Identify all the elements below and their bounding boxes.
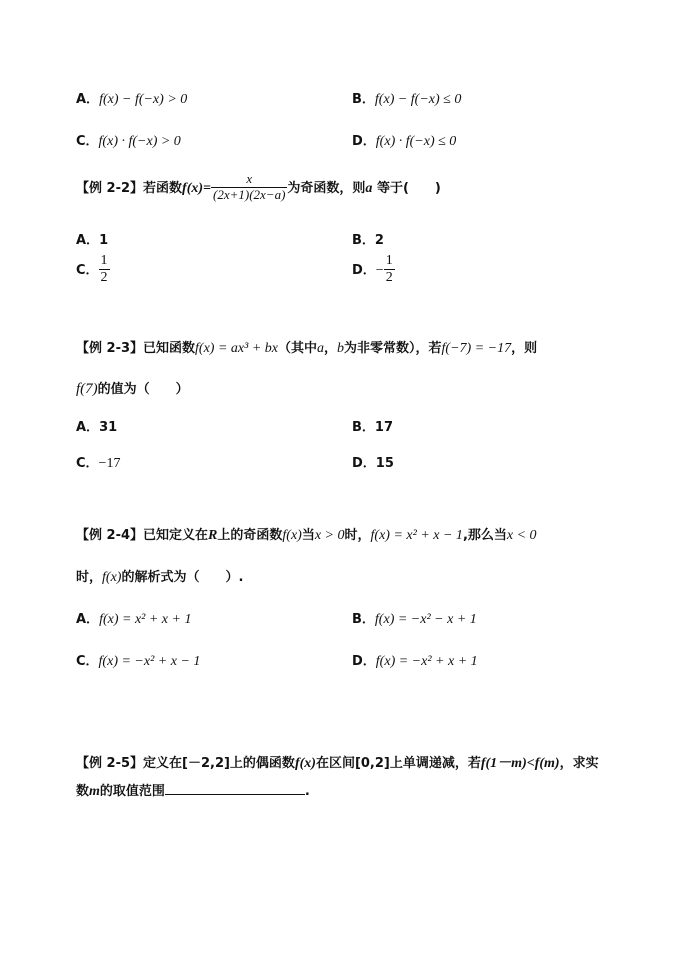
function-expr: f(7) [76,381,98,397]
set-R: R [208,528,218,543]
variable: a [365,180,373,196]
option-label: B． [352,420,375,435]
variable-a: a [317,341,324,356]
ex2-2-option-c[interactable] [76,253,110,286]
option-expr: f(x) = −x² + x − 1 [98,654,201,669]
ex2-4-option-d[interactable] [352,650,478,670]
ex2-5-question-line1 [76,752,599,772]
option-expr: f(x) · f(−x) > 0 [98,134,181,149]
option-label: D． [352,456,376,471]
function-expr: f(x) [102,570,122,585]
option-value: 17 [374,420,394,435]
ex2-3-question-line1 [76,337,537,357]
function-expr: f(x) = ax³ + bx [195,341,278,356]
ex2-1-option-a[interactable] [76,88,187,108]
ex2-2-question [76,172,441,203]
denominator: 2 [100,270,108,286]
ex2-1-option-b[interactable] [352,88,461,108]
question-text: 若函数 [143,180,183,196]
question-text: ,那么当 [462,528,507,543]
question-text: 的值为（ ） [97,382,189,397]
function-expr: f(x) [282,528,302,543]
option-expr: f(x) = −x² + x + 1 [375,654,478,669]
ex2-2-option-a[interactable] [76,229,108,248]
ex2-4-question-line2 [76,566,243,586]
question-text: 为非零常数），若 [344,341,442,356]
example-tag: 【例 2-3】 [76,341,144,356]
fraction [99,253,110,286]
option-label: D． [352,134,376,149]
ex2-3-option-c[interactable] [76,452,120,472]
option-label: D． [352,263,376,279]
denominator: (2x+1)(2x−a) [213,186,286,202]
option-expr: f(x) = x² + x + 1 [99,612,192,627]
option-value: 1 [99,233,109,248]
ex2-5-question-line2 [76,780,310,800]
fraction [384,253,395,286]
ex2-1-option-c[interactable] [76,130,181,150]
question-text: 上的奇函数 [217,528,283,543]
option-label: A． [76,612,100,627]
option-label: C． [76,654,99,669]
ex2-4-option-a[interactable] [76,608,191,628]
example-tag: 【例 2-4】 [76,528,144,543]
numerator: 1 [385,253,393,268]
question-text: 时， [344,528,371,543]
ex2-3-option-d[interactable] [352,452,394,471]
condition-expr: x < 0 [506,528,537,543]
ex2-4-question-line1 [76,524,537,544]
option-label: B． [352,612,375,627]
question-text: 的取值范围 [99,784,165,799]
ex2-2-option-d[interactable] [352,253,395,286]
option-label: A． [76,92,100,107]
question-text: 为奇函数，则 [287,180,366,196]
option-label: B． [352,233,375,248]
condition-expr: f(−7) = −17 [441,341,512,356]
option-label: A． [76,233,100,248]
question-text: 时， [76,570,103,585]
option-label: A． [76,420,100,435]
condition-expr: f(1－m)<f(m) [480,756,560,771]
ex2-3-option-a[interactable] [76,416,117,435]
option-expr: f(x) − f(−x) > 0 [99,92,188,107]
function-expr: f(x) = x² + x − 1 [370,528,463,543]
question-text: 当 [301,528,315,543]
ex2-4-option-b[interactable] [352,608,477,628]
function-name: f(x)= [182,180,211,196]
option-value: 15 [375,456,394,471]
numerator: 1 [100,253,108,268]
example-tag: 【例 2-5】 [76,756,144,771]
ex2-1-option-d[interactable] [352,130,456,150]
answer-blank[interactable] [165,782,305,795]
function-expr: f(x) [294,756,316,771]
variable-m: m [89,784,100,799]
option-expr: f(x) = −x² − x + 1 [374,612,477,627]
option-value: 2 [374,233,384,248]
example-tag: 【例 2-2】 [76,180,144,196]
option-label: D． [352,654,376,669]
ex2-4-option-c[interactable] [76,650,200,670]
option-label: C． [76,263,99,279]
option-label: C． [76,456,99,471]
ex2-3-question-line2 [76,378,189,398]
option-value: 31 [99,420,118,435]
variable-b: b [337,341,345,356]
denominator: 2 [385,270,393,286]
question-text: 等于( ) [372,180,441,196]
option-value: −17 [98,456,121,471]
question-text: ， [324,341,338,356]
fraction [211,172,287,203]
condition-expr: x > 0 [314,528,345,543]
ex2-2-option-b[interactable] [352,229,384,248]
minus-sign: − [375,263,384,279]
question-text: ，则 [511,341,538,356]
ex2-3-option-b[interactable] [352,416,393,435]
question-text: 已知函数 [143,341,196,356]
period: . [304,784,310,799]
numerator: x [246,171,253,186]
question-text: （其中 [277,341,317,356]
question-text: 数 [76,784,90,799]
option-label: B． [352,92,375,107]
question-text: ，求实 [559,756,599,771]
question-text: 在区间[0,2]上单调递减，若 [315,756,481,771]
question-text: 的解析式为（ ）. [121,570,244,585]
option-expr: f(x) − f(−x) ≤ 0 [374,92,462,107]
question-text: 定义在[－2,2]上的偶函数 [143,756,295,771]
option-expr: f(x) · f(−x) ≤ 0 [375,134,457,149]
question-text: 已知定义在 [143,528,209,543]
option-label: C． [76,134,99,149]
